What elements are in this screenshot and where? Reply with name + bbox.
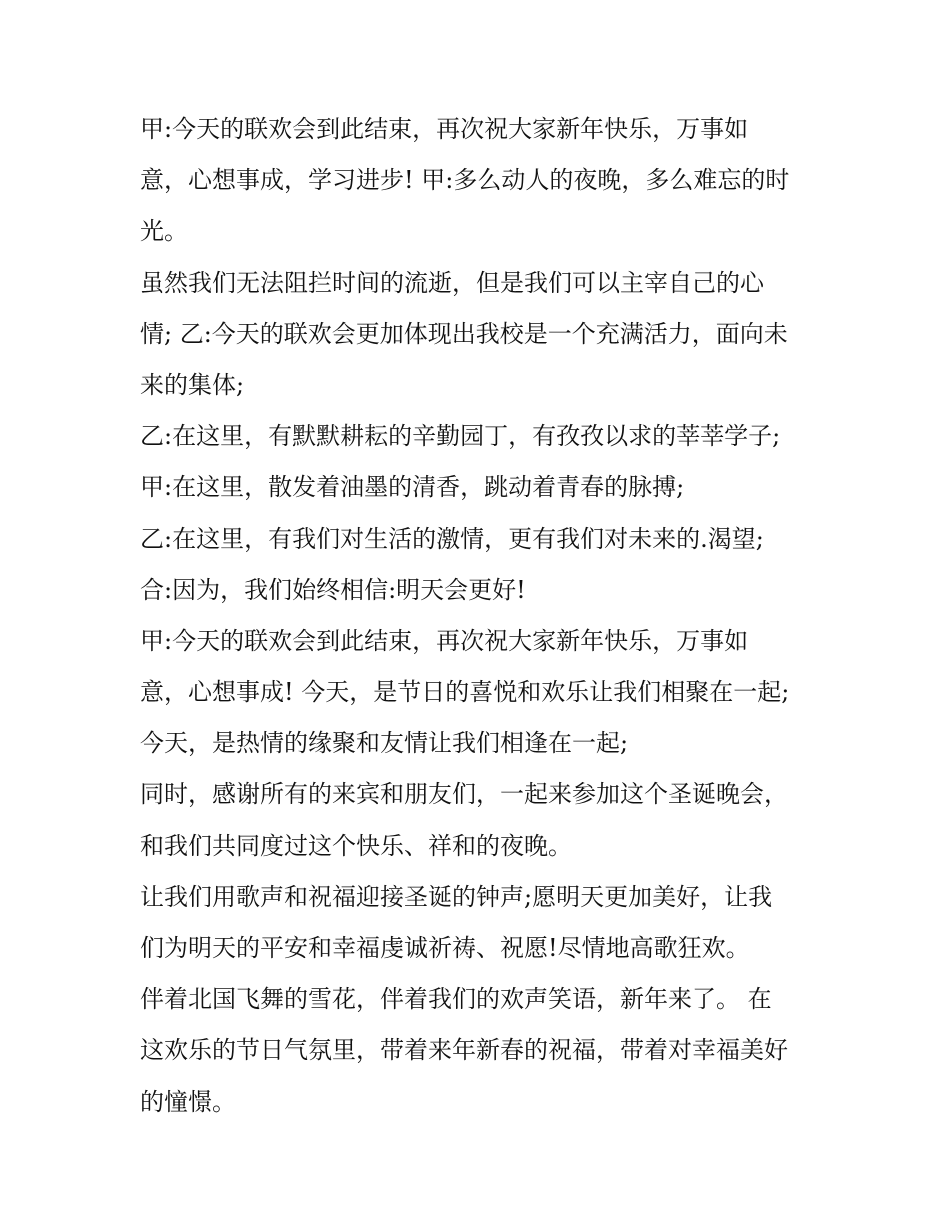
text-line: 光。	[140, 217, 188, 246]
text-line: 乙:在这里，有默默耕耘的辛勤园丁，有孜孜以求的莘莘学子;	[140, 422, 781, 451]
text-line: 意，心想事成，学习进步! 甲:多么动人的夜晚，多么难忘的时	[140, 166, 790, 195]
text-line: 意，心想事成! 今天，是节日的喜悦和欢乐让我们相聚在一起;	[140, 678, 790, 707]
text-line: 的憧憬。	[140, 1087, 236, 1116]
text-line: 让我们用歌声和祝福迎接圣诞的钟声;愿明天更加美好，让我	[140, 882, 773, 911]
text-line: 甲:今天的联欢会到此结束，再次祝大家新年快乐，万事如	[140, 115, 749, 143]
text-line: 甲:在这里，散发着油墨的清香，跳动着青春的脉搏;	[140, 473, 685, 502]
text-line: 伴着北国飞舞的雪花，伴着我们的欢声笑语，新年来了。 在	[140, 985, 772, 1014]
text-line: 同时，感谢所有的来宾和朋友们，一起来参加这个圣诞晚会，	[140, 780, 788, 809]
text-line: 合:因为，我们始终相信:明天会更好!	[140, 575, 526, 604]
text-line: 乙:在这里，有我们对生活的激情，更有我们对未来的.渴望;	[140, 524, 764, 553]
body-text	[140, 104, 840, 1128]
text-line: 们为明天的平安和幸福虔诚祈祷、祝愿!尽情地高歌狂欢。	[140, 934, 750, 962]
text-line: 情; 乙:今天的联欢会更加体现出我校是一个充满活力，面向未	[140, 319, 788, 348]
text-line: 和我们共同度过这个快乐、祥和的夜晚。	[140, 831, 572, 860]
text-line: 这欢乐的节日气氛里，带着来年新春的祝福，带着对幸福美好	[140, 1036, 788, 1065]
text-line: 来的集体;	[140, 370, 245, 399]
text-line: 甲:今天的联欢会到此结束，再次祝大家新年快乐，万事如	[140, 626, 749, 655]
text-line: 虽然我们无法阻拦时间的流逝，但是我们可以主宰自己的心	[140, 268, 764, 297]
text-line: 今天，是热情的缘聚和友情让我们相逢在一起;	[140, 729, 629, 758]
